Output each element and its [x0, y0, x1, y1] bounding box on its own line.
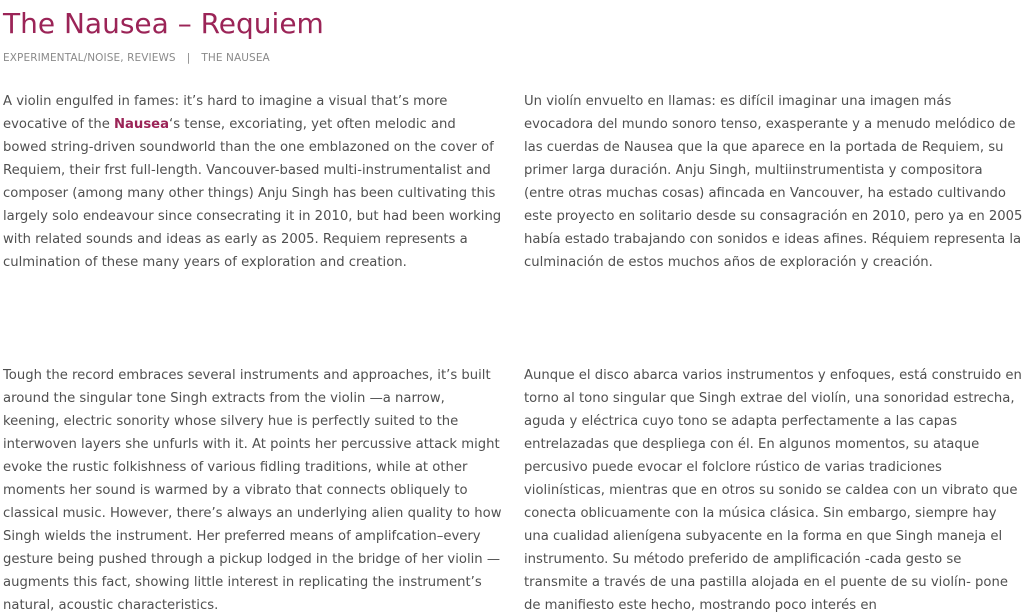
meta-separator: | [186, 52, 191, 64]
paragraph-1-en-after: ‘s tense, excoriating, yet often melodic and bowed string-driven soundworld than the one emblazoned on the cover of Requiem, their frst full-length. Vancouver-based multi-instrumentalist and composer (among many other things) Anju Singh has been cultivating this largely solo endeavour since consecrating it in 2010, but had been working with related sounds and ideas as early as 2005. Requiem represents a culmination of these many years of exploration and creation. [3, 117, 502, 270]
paragraph-1-en-text [3, 90, 503, 274]
category-separator: , [120, 52, 128, 64]
paragraph-1-es-text: Un violín envuelto en llamas: es difícil imaginar una imagen más evocadora del mundo sonoro tenso, exasperante y a menudo melódico de las cuerdas de Nausea que la que aparece en la portada de Requiem, su primer larga duración. Anju Singh, multiinstrumentista y compositora (entre otras muchas cosas) afincada en Vancouver, ha estado cultivando este proyecto en solitario desde su consagración en 2010, pero ya en 2005 había estado trabajando con sonidos e ideas afines. Réquiem representa la culminación de estos muchos años de exploración y creación. [524, 94, 1023, 270]
band-link-nausea[interactable]: Nausea [114, 117, 170, 132]
paragraph-2-en-text: Tough the record embraces several instruments and approaches, it’s built around the singular tone Singh extracts from the violin —a narrow, keening, electric sonority whose silvery hue is perfectly suited to the interwoven layers she unfurls with it. At points her percussive attack might evoke the rustic folkishness of various fidling traditions, while at other moments her sound is warmed by a vibrato that connects obliquely to classical music. However, there’s always an underlying alien quality to how Singh wields the instrument. Her preferred means of amplifcation–every gesture being pushed through a pickup lodged in the bridge of her violin —augments this fact, showing little interest in replicating the instrument’s natural, acoustic characteristics. [3, 368, 502, 613]
post-meta [3, 51, 270, 65]
paragraph-1-spanish [524, 90, 1024, 274]
paragraph-2-english [3, 364, 503, 615]
paragraph-1-en-before: A violin engulfed in fames: it’s hard to imagine a visual that’s more evocative of the [3, 94, 448, 132]
category-link-experimental-noise[interactable]: EXPERIMENTAL/NOISE [3, 52, 121, 64]
paragraph-2-spanish [524, 364, 1024, 615]
category-link-reviews[interactable]: REVIEWS [127, 52, 176, 64]
tag-link-the-nausea[interactable]: THE NAUSEA [201, 52, 270, 64]
paragraph-2-es-text: Aunque el disco abarca varios instrumentos y enfoques, está construido en torno al tono singular que Singh extrae del violín, una sonoridad estrecha, aguda y eléctrica cuyo tono se adapta perfectamente a las capas entrelazadas que despliega con él. En algunos momentos, su ataque percusivo puede evocar el folclore rústico de varias tradiciones violinísticas, mientras que en otros su sonido se caldea con un vibrato que conecta oblicuamente con la música clásica. Sin embargo, siempre hay una cualidad alienígena subyacente en la forma en que Singh maneja el instrumento. Su método preferido de amplificación -cada gesto se transmite a través de una pastilla alojada en el puente de su violín- pone de manifiesto este hecho, mostrando poco interés en [524, 368, 1022, 613]
page-title: The Nausea – Requiem [3, 7, 324, 40]
paragraph-1-english [3, 90, 503, 274]
